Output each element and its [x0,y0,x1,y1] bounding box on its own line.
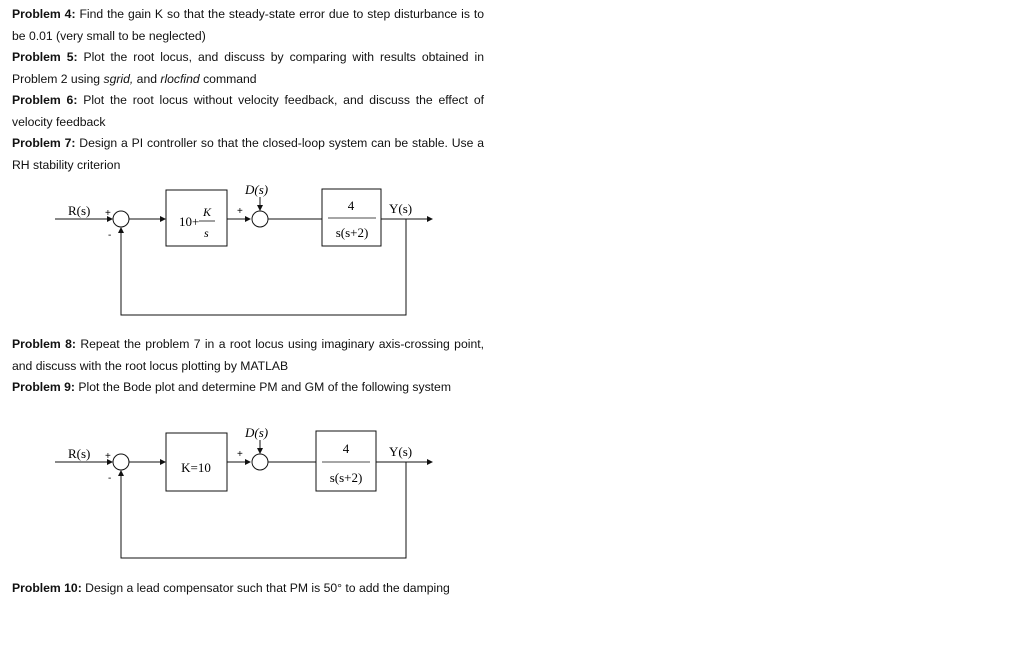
controller-gain: K=10 [181,460,211,475]
problem-6 [12,90,484,133]
sum2-plus-sign: + [237,449,243,460]
block-diagram-2 [0,421,460,566]
plant-numerator: 4 [342,441,350,456]
problem-4-text: Find the gain K so that the steady-state error due to step disturbance is to be 0.01 (very small to be neglected) [12,7,485,43]
problem-7-label: Problem 7: [12,136,76,150]
problem-4 [12,4,484,47]
problem-7-text: Design a PI controller so that the closed-loop system can be stable. Use a RH stability criterion [12,136,484,172]
problem-10-label: Problem 10: [12,581,82,595]
problem-8-label: Problem 8: [12,337,76,351]
sum1-plus-sign: + [105,451,111,462]
problem-5 [12,47,484,90]
plant-denominator: s(s+2) [329,470,363,485]
plant-denominator: s(s+2) [335,225,369,240]
problem-5-and: and [133,71,161,86]
problem-9 [12,377,484,399]
sum1-minus-sign: - [108,230,112,241]
problem-6-text: Plot the root locus without velocity feedback, and discuss the effect of velocity feedback [12,93,484,129]
problem-8-text: Repeat the problem 7 in a root locus using imaginary axis-crossing point, and discuss with the root locus plotting by MATLAB [12,337,484,373]
input-label: R(s) [68,446,91,461]
problem-6-label: Problem 6: [12,93,78,107]
problem-5-text-a: Plot the root locus, and discuss by comparing with results obtained in Problem 2 using [12,50,484,86]
rlocfind-command: rlocfind [160,71,200,86]
problem-7 [12,133,484,176]
problem-10-text: Design a lead compensator such that PM is 50° to add the damping [85,581,450,595]
disturbance-label: D(s) [245,425,269,440]
output-label: Y(s) [389,201,413,216]
problem-10 [12,578,492,600]
sum1-plus-sign: + [105,208,111,219]
controller-numerator: K [203,205,212,219]
disturbance-label: D(s) [245,182,269,197]
summing-junction-1 [113,211,129,227]
problem-9-text: Plot the Bode plot and determine PM and GM of the following system [78,380,451,394]
sum1-minus-sign: - [108,473,112,484]
input-label: R(s) [68,203,91,218]
summing-junction-2 [252,211,268,227]
problem-5-label: Problem 5: [12,50,78,64]
block-diagram-1 [0,175,460,320]
output-label: Y(s) [389,444,413,459]
problem-4-label: Problem 4: [12,7,76,21]
controller-denominator: s [204,226,209,240]
problem-5-text-b: command [199,71,257,86]
sgrid-command: sgrid, [103,71,134,86]
problem-8 [12,334,484,377]
plant-numerator: 4 [347,198,355,213]
sum2-plus-sign: + [237,206,243,217]
problem-9-label: Problem 9: [12,380,75,394]
summing-junction-2 [252,454,268,470]
summing-junction-1 [113,454,129,470]
controller-constant: 10+ [179,214,200,229]
